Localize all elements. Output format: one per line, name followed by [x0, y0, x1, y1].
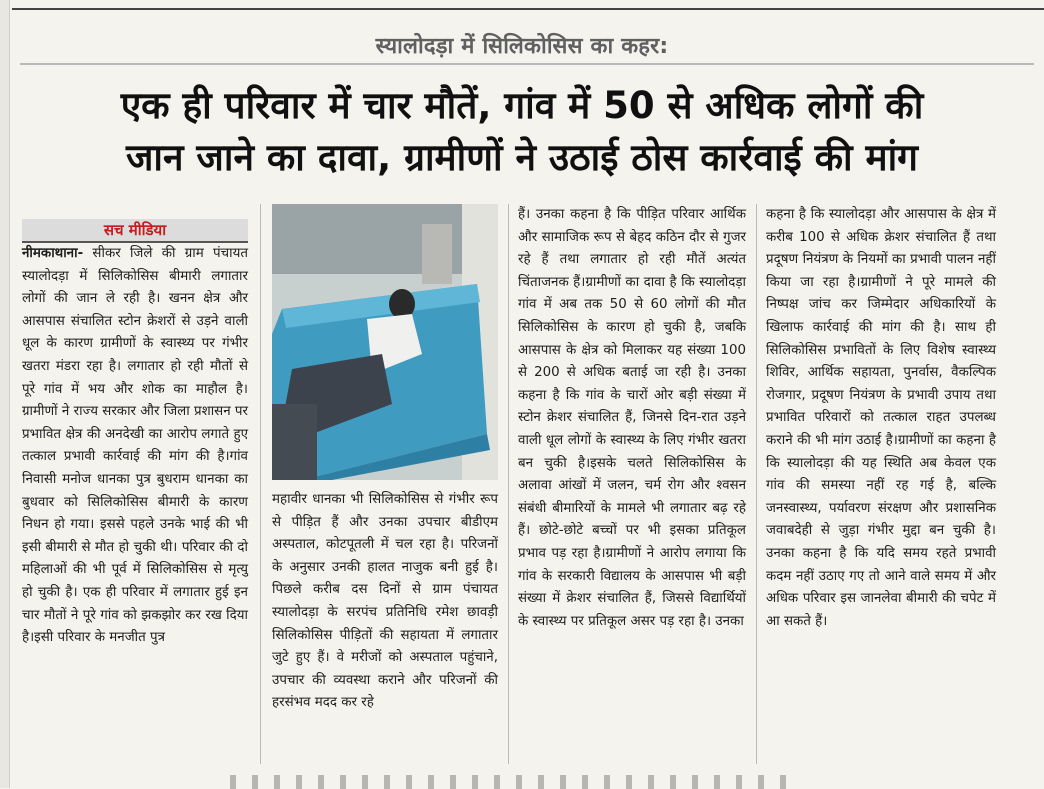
byline: सच मीडिया	[103, 221, 167, 239]
article-column-4: कहना है कि स्यालोदड़ा और आसपास के क्षेत्र में करीब 100 से अधिक क्रेशर संचालित हैं तथा प्रदूषण नियंत्रण के नियमों का प्रभावी पालन नहीं किया जा रहा है।ग्रामीणों ने पूरे मामले की निष्पक्ष जांच कर जिम्मेदार अधिकारियों के खिलाफ कार्रवाई की मांग की है। साथ ही सिलिकोसिस प्रभावितों के लिए विशेष स्वास्थ्य शिविर, आर्थिक सहायता, पुनर्वास, वैकल्पिक रोजगार, प्रदूषण नियंत्रण के प्रभावी उपाय तथा प्रभावित परिवारों को तत्काल राहत उपलब्ध कराने की भी मांग उठाई है।ग्रामीणों का कहना है कि स्यालोदड़ा की यह स्थिति अब केवल एक गांव की समस्या नहीं रह गई है, बल्कि जनस्वास्थ्य, पर्यावरण संरक्षण और प्रशासनिक जवाबदेही से जुड़ा गंभीर मुद्दा बन चुकी है। उनका कहना है कि यदि समय रहते प्रभावी कदम नहीं उठाए गए तो आने वाले समय में और अधिक परिवार इस जानलेवा बीमारी की चपेट में आ सकते हैं।	[766, 207, 996, 629]
headline	[20, 80, 1024, 184]
headline-line-2: जान जाने का दावा, ग्रामीणों ने उठाई ठोस कार्रवाई की मांग	[125, 136, 919, 179]
headline-line-1: एक ही परिवार में चार मौतें, गांव में 50 से अधिक लोगों की	[120, 84, 924, 127]
cut-off-next-line	[230, 775, 790, 789]
column-divider	[756, 204, 757, 764]
column-1-text: सीकर जिले की ग्राम पंचायत स्यालोदड़ा में सिलिकोसिस बीमारी लगातार लोगों की जान ले रही है। खनन क्षेत्र और आसपास संचालित स्टोन क्रेशरों से उड़ने वाली धूल के कारण ग्रामीणों के स्वास्थ्य पर गंभीर खतरा मंडरा रहा है। लगातार हो रही मौतों से पूरे गांव में भय और शोक का माहौल है। ग्रामीणों ने राज्य सरकार और जिला प्रशासन पर प्रभावित क्षेत्र की अनदेखी का आरोप लगाते हुए तत्काल प्रभावी कार्रवाई की मांग की है।गांव निवासी मनोज धानका पुत्र बुधराम धानका का बुधवार को सिलिकोसिस बीमारी के कारण निधन हो गया। इससे पहले उनके भाई की भी इसी बीमारी से मौत हो चुकी थी। परिवार की दो महिलाओं की भी पूर्व में सिलिकोसिस से मृत्यु हो चुकी है। एक ही परिवार में लगातार हुई इन चार मौतों ने पूरे गांव को झकझोर कर रख दिया है।इसी परिवार के मनजीत पुत्र	[22, 246, 248, 646]
kicker: स्यालोदड़ा में सिलिकोसिस का कहर:	[375, 34, 669, 59]
news-photo	[272, 204, 498, 480]
top-rule	[12, 8, 1044, 10]
article-column-2: महावीर धानका भी सिलिकोसिस से गंभीर रूप से पीड़ित हैं और उनका उपचार बीडीएम अस्पताल, कोटपूतली में चल रहा है। परिजनों के अनुसार उनकी हालत नाजुक बनी हुई है।पिछले करीब दस दिनों से ग्राम पंचायत स्यालोदड़ा के सरपंच प्रतिनिधि रमेश छावड़ी सिलिकोसिस पीड़ितों की सहायता में लगातार जुटे हुए हैं। वे मरीजों को अस्पताल पहुंचाने, उपचार की व्यवस्था कराने और परिजनों की हरसंभव मदद कर रहे	[272, 492, 498, 711]
dateline: नीमकाथाना-	[22, 246, 84, 261]
column-divider	[508, 204, 509, 764]
article-column-3: हैं। उनका कहना है कि पीड़ित परिवार आर्थिक और सामाजिक रूप से बेहद कठिन दौर से गुजर रहे हैं तथा लगातार हो रही मौतें अत्यंत चिंताजनक हैं।ग्रामीणों का दावा है कि स्यालोदड़ा गांव में अब तक 50 से 60 लोगों की मौत सिलिकोसिस के कारण हो चुकी है, जबकि आसपास के क्षेत्र को मिलाकर यह संख्या 100 से 200 से अधिक बताई जा रही है। उनका कहना है कि गांव के चारों ओर बड़ी संख्या में स्टोन क्रेशर संचालित हैं, जिनसे दिन-रात उड़ने वाली धूल लोगों के स्वास्थ्य के लिए गंभीर खतरा बन चुकी है।इसके चलते सिलिकोसिस के अलावा आंखों में जलन, चर्म रोग और श्वसन संबंधी बीमारियों के मामले भी लगातार बढ़ रहे हैं। छोटे-छोटे बच्चों पर भी इसका प्रतिकूल प्रभाव पड़ रहा है।ग्रामीणों ने आरोप लगाया कि गांव के सरकारी विद्यालय के आसपास भी बड़ी संख्या में क्रेशर संचालित हैं, जिससे विद्यार्थियों के स्वास्थ्य पर प्रतिकूल असर पड़ रहा है। उनका	[518, 207, 746, 629]
kicker-rule	[20, 63, 1034, 65]
page-edge	[0, 0, 10, 788]
column-divider	[260, 204, 261, 764]
hospital-patient-image	[272, 204, 498, 480]
article-column-1	[22, 243, 248, 650]
